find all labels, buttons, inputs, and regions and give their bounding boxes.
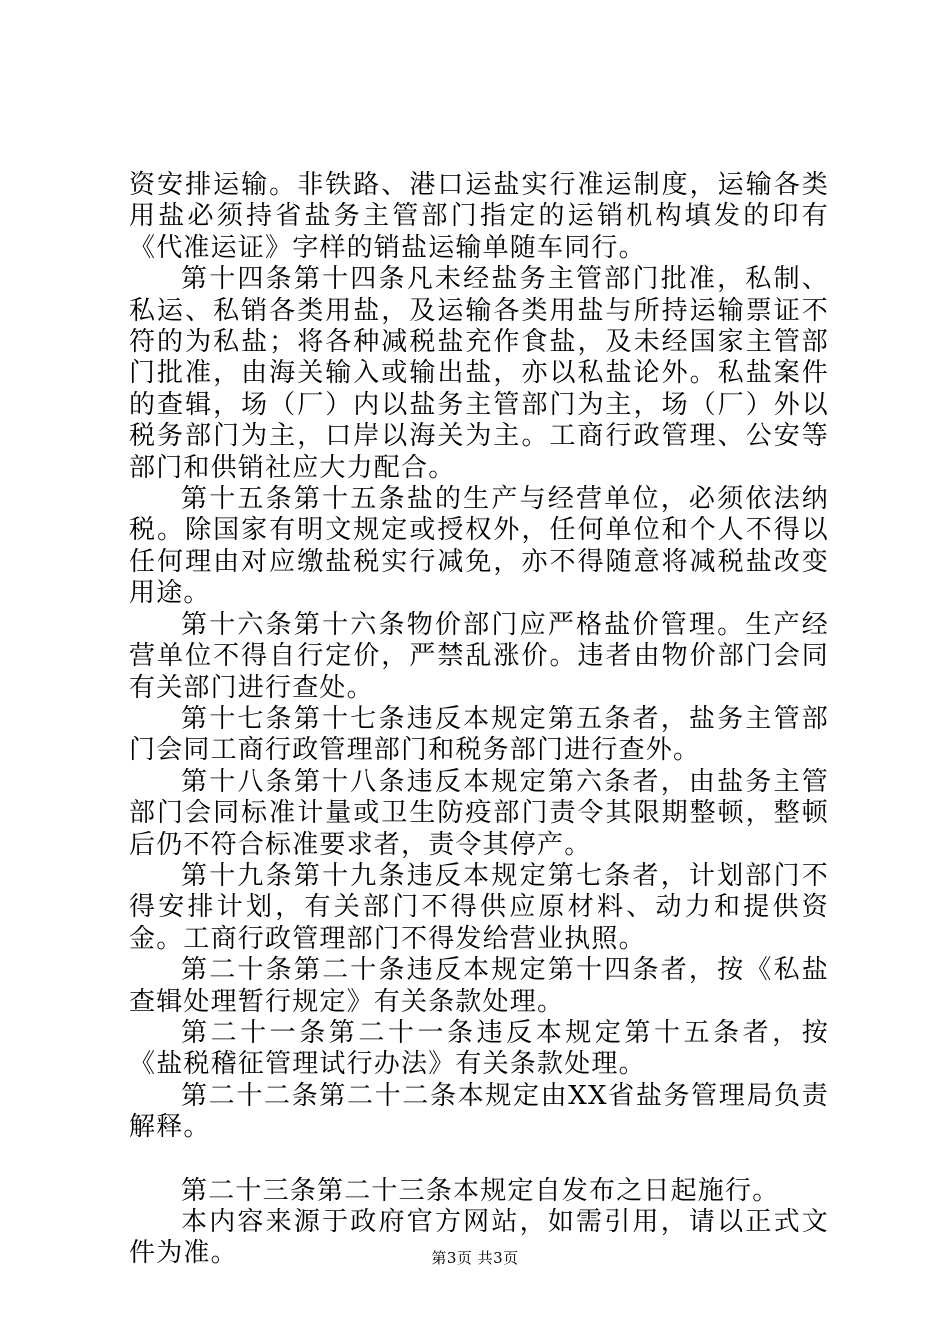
paragraph-article-15: 第十五条第十五条盐的生产与经营单位，必须依法纳税。除国家有明文规定或授权外，任何单位和个人不得以任何理由对应缴盐税实行减免，亦不得随意将减税盐改变用途。 [129, 484, 829, 609]
paragraph-article-21: 第二十一条第二十一条违反本规定第十五条者，按《盐税稽征管理试行办法》有关条款处理。 [129, 1017, 829, 1080]
page-number-footer: 第3页 共3页 [431, 1249, 519, 1267]
paragraph-source-note: 本内容来源于政府官方网站，如需引用，请以正式文件为准。 [129, 1207, 829, 1269]
paragraph-article-23: 第二十三条第二十三条本规定自发布之日起施行。 [181, 1175, 780, 1206]
document-body [129, 170, 829, 1270]
paragraph-article-16: 第十六条第十六条物价部门应严格盐价管理。生产经营单位不得自行定价，严禁乱涨价。违者由物价部门会同有关部门进行查处。 [129, 609, 829, 703]
paragraph-article-18: 第十八条第十八条违反本规定第六条者，由盐务主管部门会同标准计量或卫生防疫部门责令其限期整顿，整顿后仍不符合标准要求者，责令其停产。 [129, 766, 829, 860]
paragraph-article-22: 第二十二条第二十二条本规定由XX省盐务管理局负责解释。 [129, 1080, 829, 1143]
paragraph-article-20: 第二十条第二十条违反本规定第十四条者，按《私盐查辑处理暂行规定》有关条款处理。 [129, 955, 829, 1017]
paragraph-article-14: 第十四条第十四条凡未经盐务主管部门批准，私制、私运、私销各类用盐，及运输各类用盐与所持运输票证不符的为私盐；将各种减税盐充作食盐，及未经国家主管部门批准，由海关输入或输出盐，亦以私盐论外。私盐案件的查辑，场（厂）内以盐务主管部门为主，场（厂）外以税务部门为主，口岸以海关为主。工商行政管理、公安等部门和供销社应大力配合。 [129, 264, 829, 483]
paragraph-article-19: 第十九条第十九条违反本规定第七条者，计划部门不得安排计划，有关部门不得供应原材料、动力和提供资金。工商行政管理部门不得发给营业执照。 [129, 860, 829, 954]
paragraph-article-17: 第十七条第十七条违反本规定第五条者，盐务主管部门会同工商行政管理部门和税务部门进行查外。 [129, 703, 829, 766]
paragraph-continuation: 资安排运输。非铁路、港口运盐实行准运制度，运输各类用盐必须持省盐务主管部门指定的运销机构填发的印有《代准运证》字样的销盐运输单随车同行。 [129, 170, 829, 263]
